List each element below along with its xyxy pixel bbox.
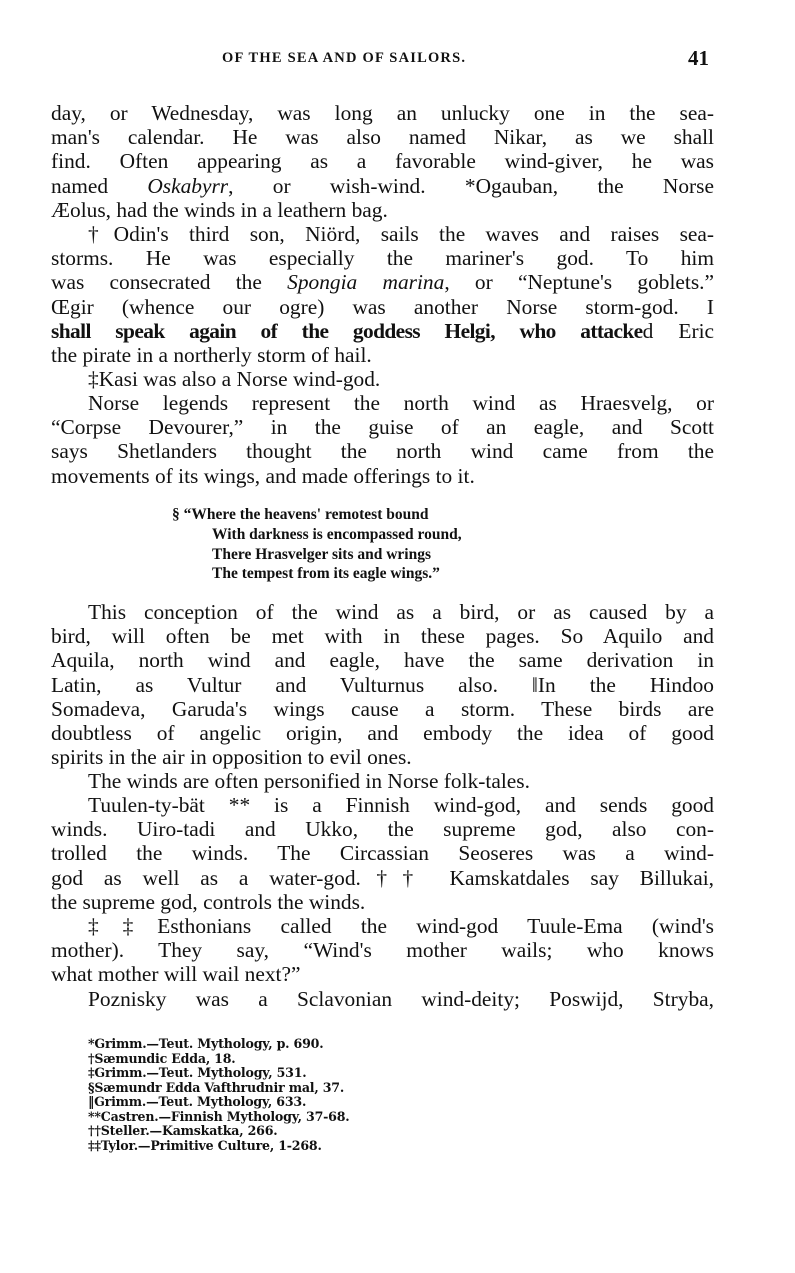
paragraph-poznisky [51, 987, 714, 1011]
text-line: says Shetlanders thought the north wind came from the [51, 439, 714, 464]
text-line: bird, will often be met with in these pages. So Aquilo and [51, 624, 714, 649]
text-line: day, or Wednesday, was long an unlucky one in the sea- [51, 101, 714, 125]
text-fragment: , or “Neptune's goblets.” [444, 270, 715, 295]
text-line [51, 319, 714, 343]
text-fragment: d Eric [642, 318, 715, 343]
italic-term-spongia-marina: Spongia marina [287, 270, 445, 295]
text-line: movements of its wings, and made offerings to it. [51, 463, 475, 488]
text-line: “Corpse Devourer,” in the guise of an eagle, and Scott [51, 415, 714, 440]
text-line: ‡‡Esthonians called the wind-god Tuule-Ema (wind's [88, 914, 714, 938]
italic-term-oskabyrr: Oskabyrr [147, 173, 229, 198]
poem-quote [172, 505, 462, 584]
text-line: Æolus, had the winds in a leathern bag. [51, 197, 388, 222]
footnote-text: Steller.—Kamskatka, 266. [100, 1123, 278, 1138]
text-line: Œgir (whence our ogre) was another Norse storm-god. I [51, 294, 714, 319]
text-line: The winds are often personified in Norse folk-tales. [88, 769, 530, 793]
text-line: spirits in the air in opposition to evil ones. [51, 745, 412, 770]
footnote-mark: § [88, 1079, 95, 1095]
text-line: Latin, as Vultur and Vulturnus also. ‖In the Hindoo [51, 672, 714, 697]
text-line: trolled the winds. The Circassian Seoseres was a wind- [51, 841, 714, 866]
text-line: mother). They say, “Wind's mother wails; who knows [51, 938, 714, 963]
text-line: Tuulen-ty-bät ** is a Finnish wind-god, and sends good [88, 793, 714, 817]
page-number: 41 [688, 46, 709, 70]
text-line: This conception of the wind as a bird, or as caused by a [88, 600, 714, 624]
footnote [88, 1081, 349, 1096]
paragraph-finnish-wind-god [51, 793, 714, 914]
footnote [88, 1037, 349, 1052]
footnote-mark: * [88, 1036, 95, 1051]
text-line [51, 270, 714, 294]
text-line [51, 174, 714, 198]
text-line: doubtless of angelic origin, and embody the idea of good [51, 720, 714, 745]
text-line: Aquila, north wind and eagle, have the same derivation in [51, 648, 714, 673]
text-line: Poznisky was a Sclavonian wind-deity; Poswijd, Stryba, [88, 987, 714, 1011]
footnote-text: Castren.—Finnish Mythology, 37-68. [100, 1108, 350, 1124]
footnote-mark: ‡ [88, 1065, 95, 1080]
poem-line: The tempest from its eagle wings.” [212, 565, 440, 583]
page-header [0, 46, 795, 76]
footnote-mark: †† [88, 1123, 101, 1138]
footnotes [88, 1037, 349, 1153]
text-line: find. Often appearing as a favorable wind-giver, he was [51, 149, 714, 174]
text-line: man's calendar. He was also named Nikar, as we shall [51, 125, 714, 150]
paragraph-wednesday [51, 101, 714, 222]
paragraph-folk-tales [51, 769, 714, 793]
text-line: the pirate in a northerly storm of hail. [51, 342, 372, 367]
footnote-mark: † [88, 1050, 95, 1066]
footnote-text: Sæmundic Edda, 18. [94, 1050, 236, 1066]
text-line: Somadeva, Garuda's wings cause a storm. These birds are [51, 696, 714, 721]
footnote [88, 1139, 349, 1154]
smudged-bold-text: shall speak again of the goddess Helgi, who attacke [51, 318, 643, 343]
paragraph-wind-bird [51, 600, 714, 769]
text-line: winds. Uiro-tadi and Ukko, the supreme god, also con- [51, 817, 714, 842]
text-line: Norse legends represent the north wind as Hraesvelg, or [88, 391, 714, 415]
text-line: god as well as a water-god.†† Kamskatdales say Billukai, [51, 865, 714, 890]
text-line: what mother will wail next?” [51, 962, 301, 987]
poem-line: § “Where the heavens' remotest bound [172, 506, 429, 523]
paragraph-niord [51, 222, 714, 367]
text-line: †Odin's third son, Niörd, sails the waves and raises sea- [88, 222, 714, 246]
paragraph-esthonians [51, 914, 714, 987]
footnote [88, 1052, 349, 1067]
text-line: ‡Kasi was also a Norse wind-god. [88, 367, 381, 391]
footnote-text: Tylor.—Primitive Culture, 1-268. [100, 1137, 322, 1153]
footnote [88, 1066, 349, 1081]
text-fragment: named [51, 173, 148, 198]
footnote-text: Sæmundr Edda Vafthrudnir mal, 37. [94, 1079, 345, 1095]
paragraph-kasi [51, 367, 714, 391]
footnote-mark: ‖ [88, 1094, 95, 1109]
footnote-mark: ** [88, 1108, 101, 1124]
poem-line: With darkness is encompassed round, [212, 525, 462, 543]
text-line: storms. He was especially the mariner's god. To him [51, 246, 714, 271]
footnote [88, 1095, 349, 1110]
running-title: OF THE SEA AND OF SAILORS. [222, 50, 467, 66]
footnote [88, 1124, 349, 1139]
footnote-text: Grimm.—Teut. Mythology, 531. [94, 1065, 307, 1080]
footnote-text: Grimm.—Teut. Mythology, 633. [94, 1094, 307, 1109]
paragraph-hraesvelg [51, 391, 714, 488]
footnote-text: Grimm.—Teut. Mythology, p. 690. [94, 1036, 324, 1051]
footnote [88, 1110, 349, 1125]
text-fragment: , or wish-wind. *Ogauban, the Norse [228, 173, 714, 198]
text-fragment: was consecrated the [51, 270, 288, 295]
text-line: the supreme god, controls the winds. [51, 889, 366, 914]
footnote-mark: ‡‡ [88, 1137, 101, 1153]
poem-line: There Hrasvelger sits and wrings [212, 545, 432, 563]
